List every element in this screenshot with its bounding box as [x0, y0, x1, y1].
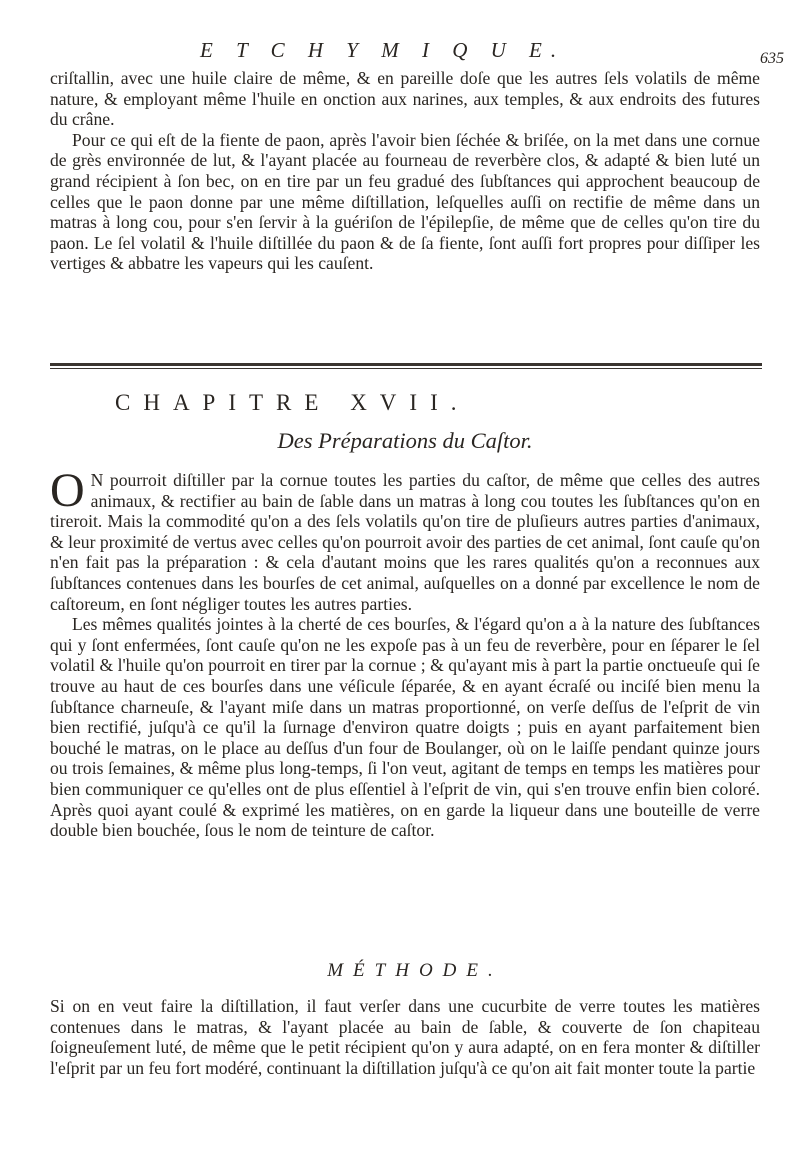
- text-block-top: [50, 68, 760, 274]
- paragraph: [50, 464, 760, 614]
- paragraph: Pour ce qui eſt de la fiente de paon, après l'avoir bien ſéchée & briſée, on la met dans une cornue de grès environnée de lut, & l'ayant placée au fourneau de reverbère clos, & adapté & bien luté un grand récipient à ſon bec, on en tire par un feu gradué des ſubſtances qui approchent beaucoup de celles que le paon donne par une même diſtillation, leſquelles auſſi on rectifie de même dans un matras à long cou, pour s'en ſervir à la guériſon de l'épilepſie, de même que de celles qu'on tire du paon. Le ſel volatil & l'huile diſtillée du paon & de ſa fiente, ſont auſſi fort propres pour diſſiper les vertiges & abbatre les vapeurs qui les cauſent.: [50, 129, 760, 274]
- paragraph: Si on en veut faire la diſtillation, il faut verſer dans une cucurbite de verre toutes les matières contenues dans le matras, & l'ayant placée au bain de ſable, & couverte de ſon chapiteau ſoigneuſement luté, de même que le petit récipient qu'on y aura adapté, on en fera monter & diſtiller l'eſprit par un feu fort modéré, continuant la diſtillation juſqu'à ce qu'on ait fait monter toute la partie: [50, 996, 760, 1078]
- chapter-subtitle: Des Préparations du Caſtor.: [277, 428, 533, 453]
- paragraph: criſtallin, avec une huile claire de même, & en pareille doſe que les autres ſels volatils de même nature, & employant même l'huile en onction aux narines, aux temples, & aux endroits des futures du crâne.: [50, 68, 760, 130]
- text-block-methode: [50, 996, 760, 1078]
- paragraph: Les mêmes qualités jointes à la cherté de ces bourſes, & l'égard qu'on a à la nature des ſubſtances qui y ſont enfermées, ſont cauſe qu'on ne les expoſe pas à un feu de reverbère, pour en ſéparer le ſel volatil & l'huile qu'on pourroit en tirer par la cornue ; & qu'ayant mis à part la partie onctueuſe qui ſe trouve au haut de ces bourſes dans une véſicule ſéparée, & en ayant écraſé ou inciſé bien menu la ſubſtance charneuſe, & l'ayant miſe dans un matras proportionné, on verſe deſſus de l'eſprit de vin bien rectifié, juſqu'à ce qu'il la ſurnage d'environ quatre doigts ; puis en ayant parfaitement bien bouché le matras, on le place au deſſus d'un four de Boulanger, où on le laiſſe pendant quinze jours ou trois ſemaines, & même plus long-temps, ſi l'on veut, agitant de temps en temps les matières pour bien communiquer ce qu'elles ont de plus eſſentiel à l'eſprit de vin, qui s'en trouve enfin bien coloré. Après quoi ayant coulé & exprimé les matières, on en garde la liqueur dans une bouteille de verre double bien bouchée, ſous le nom de teinture de caſtor.: [50, 614, 760, 841]
- ornamental-rule: [50, 363, 762, 369]
- text-block-chapter: [50, 464, 760, 841]
- section-heading: MÉTHODE.: [327, 960, 503, 981]
- drop-cap: O: [50, 464, 85, 517]
- page-number: 635: [760, 50, 784, 67]
- paragraph-text: N pourroit diſtiller par la cornue toutes les parties du caſtor, de même que celles des autres animaux, & rectifier au bain de ſable dans un matras à long cou toutes les ſubſtances qu'on en tireroit. Mais la commodité qu'on a des ſels volatils qu'on tire de pluſieurs autres parties d'animaux, & leur proximité de vertus avec celles qu'on pourroit avoir des parties de cet animal, ſont cauſe qu'on n'en fait pas la préparation : & cela d'autant moins que les rares qualités qu'on a reconnues aux ſubſtances contenues dans les bourſes de cet animal, auſquelles on a donné par excellence le nom de caſtoreum, en ſont négliger toutes les autres parties.: [50, 470, 760, 614]
- running-header: E T C H Y M I Q U E.: [200, 38, 566, 62]
- chapter-heading: CHAPITRE XVII.: [115, 390, 470, 415]
